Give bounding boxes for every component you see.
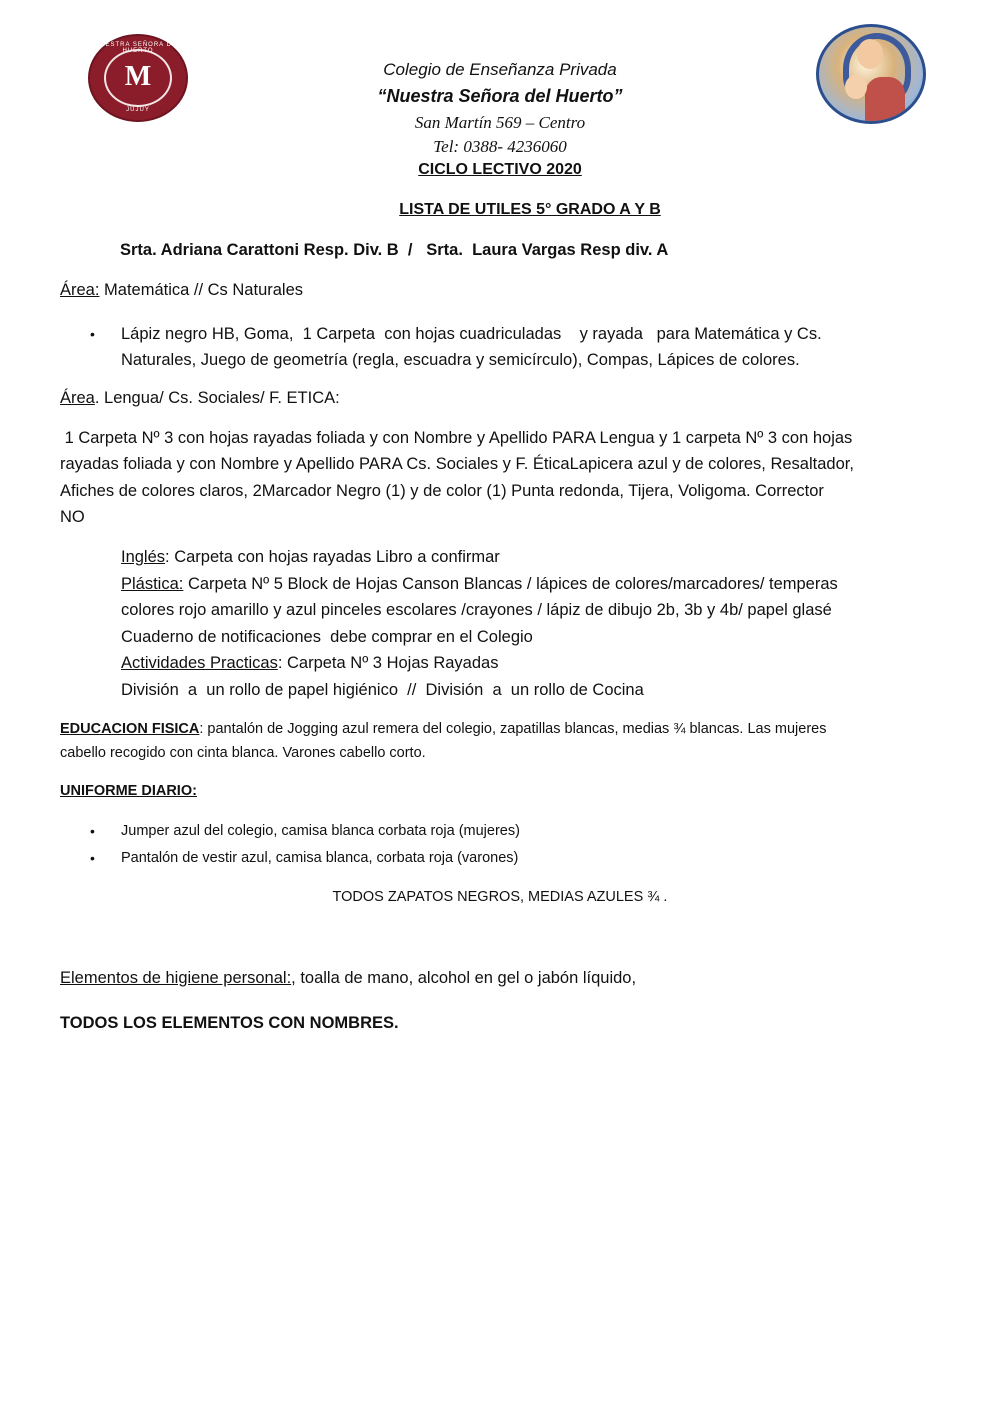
area2-text: . Lengua/ Cs. Sociales/ F. ETICA: (94, 389, 340, 407)
plastica-text: Carpeta Nº 5 Block de Hojas Canson Blancas / lápices de colores/marcadores/ temperas (183, 575, 838, 593)
area2-heading (60, 389, 340, 408)
image-child (845, 75, 867, 99)
ingles-text: : Carpeta con hojas rayadas Libro a confirmar (165, 548, 500, 566)
division-line: División a un rollo de papel higiénico // División a un rollo de Cocina (121, 681, 644, 699)
footer-note: TODOS LOS ELEMENTOS CON NOMBRES. (60, 1014, 399, 1032)
virgin-and-child-image (816, 24, 926, 124)
ingles-line (121, 548, 500, 567)
list-title: LISTA DE UTILES 5° GRADO A Y B (399, 201, 661, 218)
actividades-line (121, 654, 498, 673)
uniforme-shoes: TODOS ZAPATOS NEGROS, MEDIAS AZULES ¾ . (332, 889, 668, 905)
uniforme-item-2-text: Pantalón de vestir azul, camisa blanca, corbata roja (varones) (121, 850, 519, 866)
school-type: Colegio de Enseñanza Privada (383, 60, 617, 79)
school-phone: Tel: 0388- 4236060 (433, 137, 567, 156)
educacion-fisica-line-2: cabello recogido con cinta blanca. Varones cabello corto. (60, 745, 426, 761)
bullet-glyph: • (90, 326, 95, 342)
area1-heading (60, 281, 303, 300)
higiene-label: Elementos de higiene personal: (60, 969, 292, 987)
area1-text: Matemática // Cs Naturales (99, 281, 304, 299)
plastica-label: Plástica: (121, 575, 184, 593)
educacion-fisica-text: : pantalón de Jogging azul remera del colegio, zapatillas blancas, medias ¾ blancas. Las mujeres (199, 721, 827, 737)
bullet-glyph: • (90, 850, 95, 866)
area2-line-4: NO (60, 508, 85, 526)
area1-bullet-line-1: Lápiz negro HB, Goma, 1 Carpeta con hojas cuadriculadas y rayada para Matemática y Cs. (121, 325, 822, 343)
educacion-fisica-line-1 (60, 721, 826, 737)
educacion-fisica-label: EDUCACION FISICA (60, 721, 200, 737)
bullet-glyph: • (90, 823, 95, 839)
area2-line-1: 1 Carpeta Nº 3 con hojas rayadas foliada y con Nombre y Apellido PARA Lengua y 1 carpeta Nº 3 con hojas (60, 429, 853, 447)
area2-line-3: Afiches de colores claros, 2Marcador Negro (1) y de color (1) Punta redonda, Tijera, Voligoma. Corrector (60, 482, 824, 500)
image-robe (865, 77, 905, 121)
plastica-line-2: colores rojo amarillo y azul pinceles escolares /crayones / lápiz de dibujo 2b, 3b y 4b/ papel glasé (121, 601, 832, 619)
teachers-line: Srta. Adriana Carattoni Resp. Div. B / Srta. Laura Vargas Resp div. A (120, 241, 669, 259)
higiene-text: , toalla de mano, alcohol en gel o jabón líquido, (291, 969, 637, 987)
area2-line-2: rayadas foliada y con Nombre y Apellido PARA Cs. Sociales y F. ÉticaLapicera azul y de colores, Resaltador, (60, 455, 854, 473)
plastica-line (121, 575, 838, 594)
seal-monogram: M (124, 61, 152, 92)
seal-inner-ring (104, 49, 172, 107)
school-cycle: CICLO LECTIVO 2020 (418, 161, 582, 178)
ingles-label: Inglés (121, 548, 166, 566)
school-address: San Martín 569 – Centro (414, 113, 586, 132)
actividades-text: : Carpeta Nº 3 Hojas Rayadas (277, 654, 499, 672)
higiene-line (60, 969, 636, 988)
actividades-label: Actividades Practicas (121, 654, 278, 672)
school-seal-logo (88, 34, 188, 122)
area2-label: Área (60, 389, 95, 407)
uniforme-label: UNIFORME DIARIO: (60, 783, 197, 799)
uniforme-item-1-text: Jumper azul del colegio, camisa blanca corbata roja (mujeres) (121, 823, 520, 839)
notificaciones-line: Cuaderno de notificaciones debe comprar en el Colegio (121, 628, 533, 646)
school-name: “Nuestra Señora del Huerto” (377, 86, 623, 106)
seal-ring-top-text: NUESTRA SEÑORA DEL HUERTO (94, 42, 182, 54)
area1-bullet-line-2: Naturales, Juego de geometría (regla, escuadra y semicírculo), Compas, Lápices de colores. (121, 351, 800, 369)
area1-label: Área: (60, 281, 100, 299)
image-virgin-face (857, 39, 883, 69)
seal-ring-bottom-text: JUJUY (126, 107, 150, 113)
